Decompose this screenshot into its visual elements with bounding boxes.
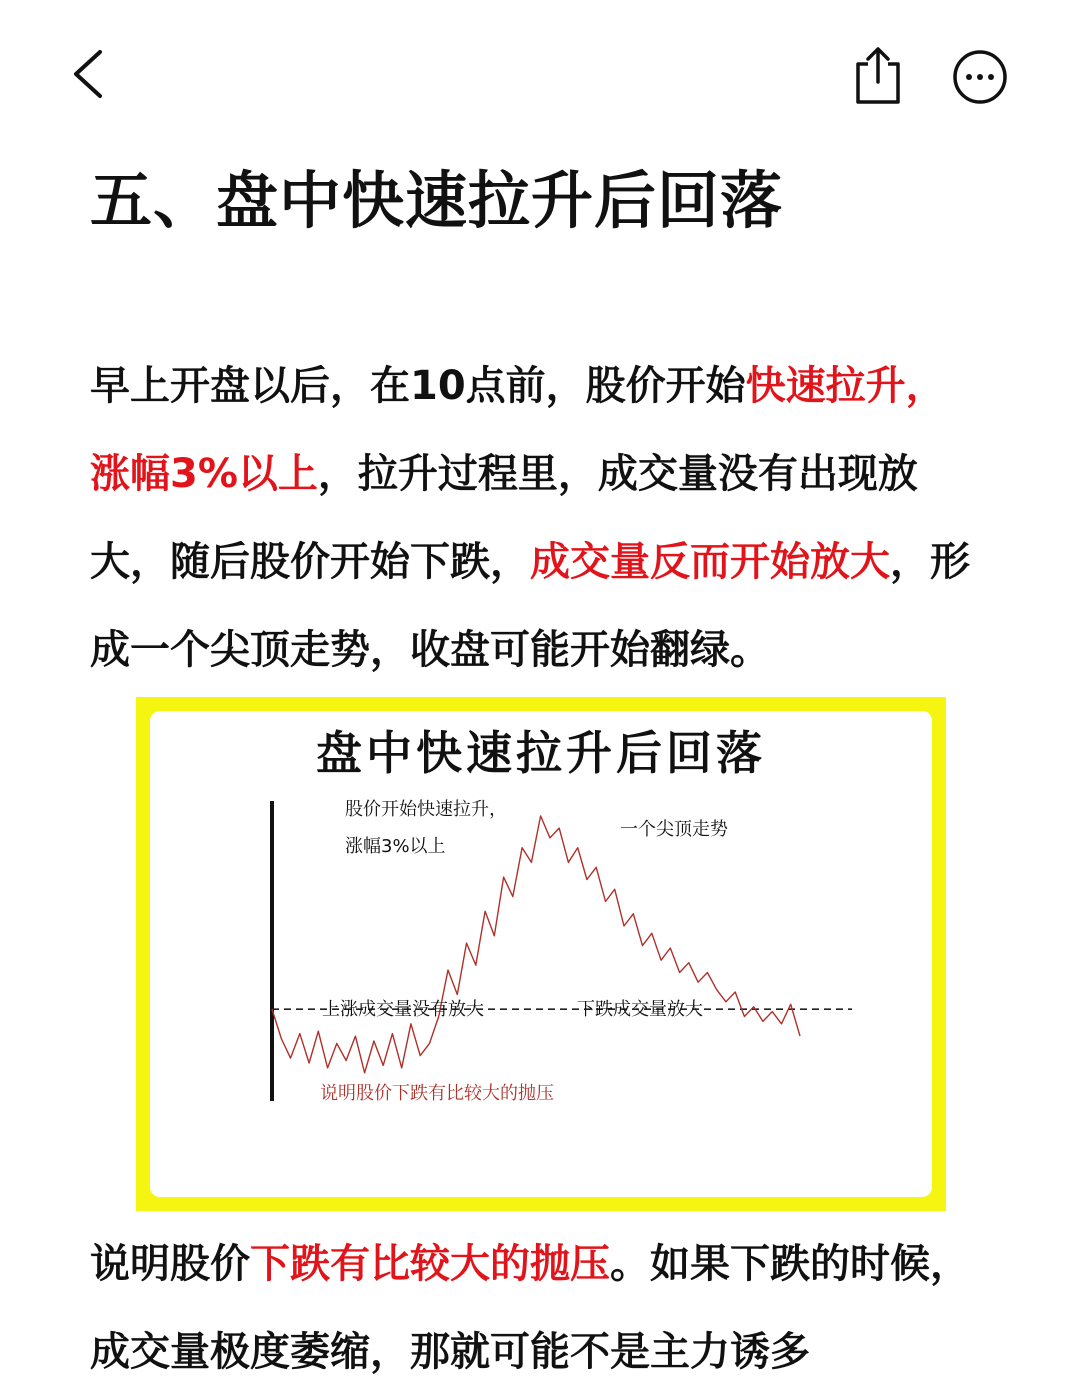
body-text: ，形成一个尖顶走势，收盘可能开始翻绿。: [90, 539, 970, 673]
emphasis-text: 快速拉升，涨幅3%以上: [90, 363, 946, 497]
top-bar: [0, 0, 1080, 140]
emphasis-text: 成交量反而开始放大: [530, 539, 890, 585]
body-text: 。如果下跌的时候，成交量极度萎缩，那就可能不是主力诱多: [90, 1241, 970, 1375]
figure-title: 盘中快速拉升后回落: [316, 726, 766, 780]
article-figure: [136, 697, 946, 1211]
intraday-chart: [150, 711, 932, 1197]
share-icon[interactable]: [846, 44, 910, 108]
body-text: 说明股价: [90, 1241, 250, 1287]
emphasis-text: 下跌有比较大的抛压: [250, 1241, 610, 1287]
annotation-rise-line2: 涨幅3%以上: [345, 836, 446, 857]
annotation-peak: 一个尖顶走势: [620, 819, 728, 840]
body-text: 早上开盘以后，在10点前，股价开始: [90, 363, 746, 409]
paragraph-2-viewport: [0, 1220, 1080, 1378]
article-title: 五、盘中快速拉升后回落: [90, 164, 784, 237]
article-paragraph-2: [90, 1220, 970, 1378]
article-paragraph-1: [90, 342, 970, 694]
chevron-left-icon[interactable]: [62, 44, 122, 104]
figure-panel: [150, 711, 932, 1197]
figure-note: 说明股价下跌有比较大的抛压: [320, 1083, 554, 1104]
body-text: ，拉升过程里，成交量没有出现放大，随后股价开始下跌，: [90, 451, 918, 585]
label-down-volume: 下跌成交量放大: [577, 999, 703, 1020]
label-up-volume: 上涨成交量没有放大: [322, 999, 484, 1020]
annotation-rise-line1: 股价开始快速拉升，: [345, 799, 507, 820]
more-horizontal-icon[interactable]: [950, 47, 1010, 107]
